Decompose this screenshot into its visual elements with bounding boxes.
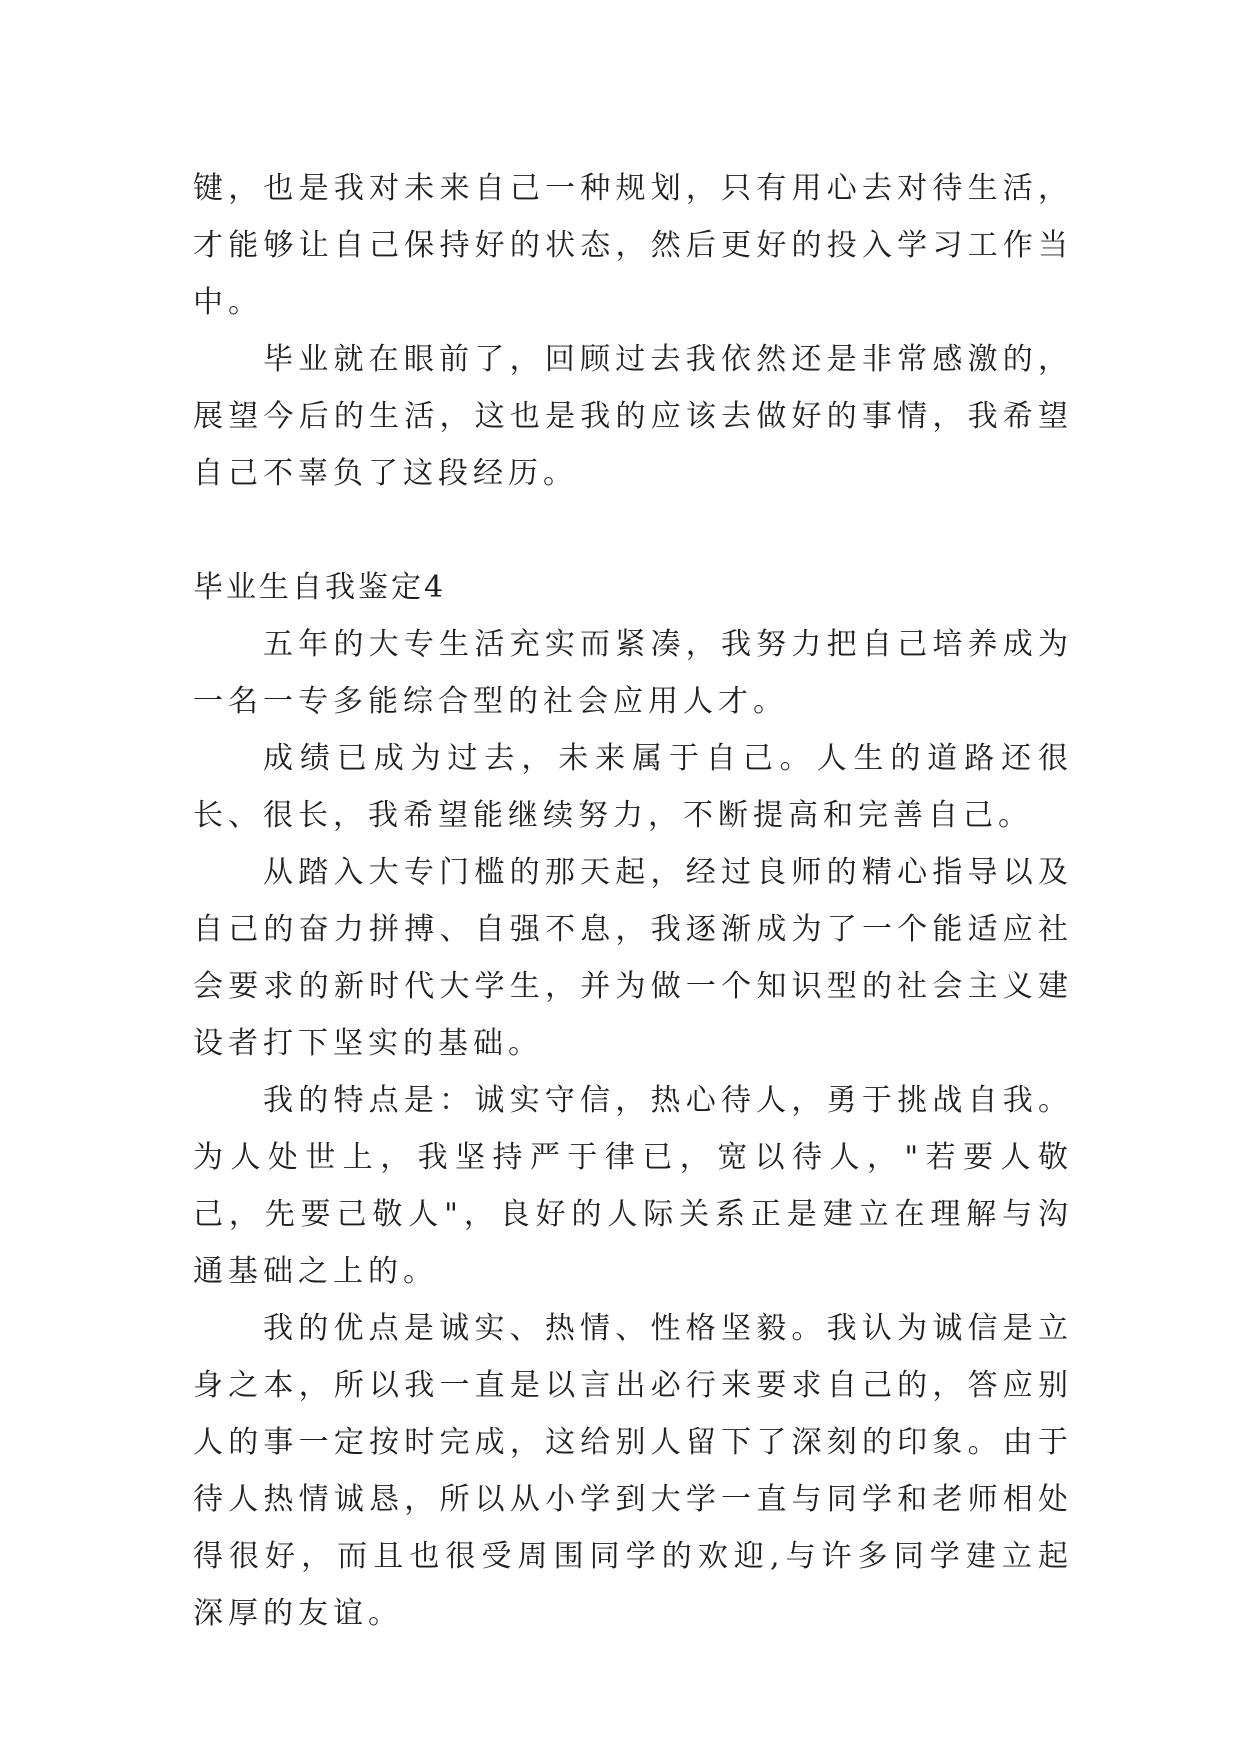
paragraph-growth: 从踏入大专门槛的那天起，经过良师的精心指导以及自己的奋力拼搏、自强不息，我逐渐成为了一个能适应社会要求的新时代大学生，并为做一个知识型的社会主义建设者打下坚实的基础。 xyxy=(193,855,1073,1061)
paragraph-traits: 我的特点是：诚实守信，热心待人，勇于挑战自我。为人处世上，我坚持严于律已，宽以待人，"若要人敬己，先要己敬人"，良好的人际关系正是建立在理解与沟通基础之上的。 xyxy=(193,1083,1073,1289)
document-body xyxy=(193,160,1073,1642)
paragraph-continuation: 键，也是我对未来自己一种规划，只有用心去对待生活，才能够让自己保持好的状态，然后更好的投入学习工作当中。 xyxy=(193,171,1073,320)
section-title: 毕业生自我鉴定4 xyxy=(193,570,447,605)
paragraph-strengths: 我的优点是诚实、热情、性格坚毅。我认为诚信是立身之本，所以我一直是以言出必行来要求自己的，答应别人的事一定按时完成，这给别人留下了深刻的印象。由于待人热情诚恳，所以从小学到大学一直与同学和老师相处得很好，而且也很受周围同学的欢迎,与许多同学建立起深厚的友谊。 xyxy=(193,1311,1073,1631)
paragraph-graduation: 毕业就在眼前了，回顾过去我依然还是非常感激的，展望今后的生活，这也是我的应该去做好的事情，我希望自己不辜负了这段经历。 xyxy=(193,342,1073,491)
paragraph-college-life: 五年的大专生活充实而紧凑，我努力把自己培养成为一名一专多能综合型的社会应用人才。 xyxy=(193,627,1073,719)
paragraph-future: 成绩已成为过去，未来属于自己。人生的道路还很长、很长，我希望能继续努力，不断提高和完善自己。 xyxy=(193,741,1073,833)
